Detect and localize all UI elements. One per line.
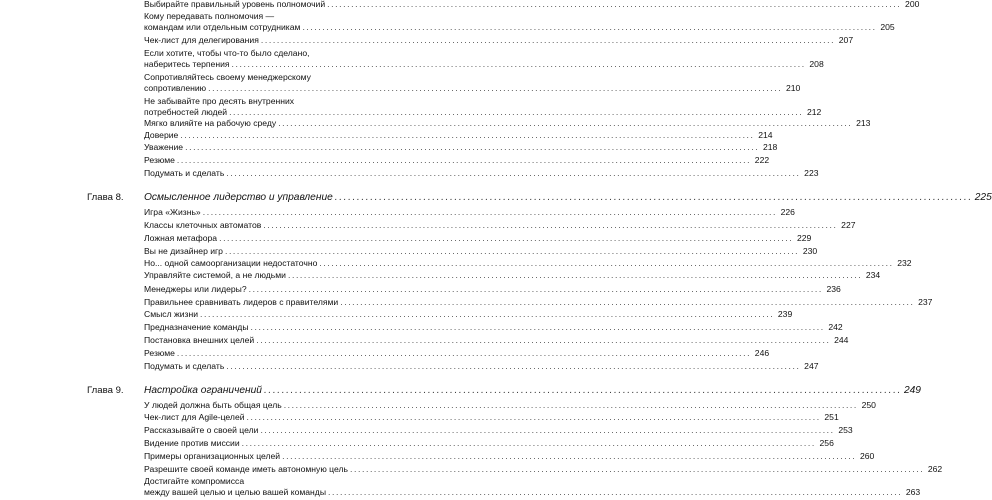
toc-entry: [144, 35, 854, 46]
dot-leader: ................................................................................................................................................: [282, 451, 857, 461]
toc-entry-page: 250: [861, 400, 876, 410]
toc-entry-page: 253: [838, 425, 853, 435]
dot-leader: ................................................................................................................................................: [241, 438, 816, 448]
toc-entry: [144, 270, 881, 281]
toc-entry-title: наберитесь терпения: [144, 58, 230, 69]
toc-entry: [144, 155, 770, 166]
toc-entry: [144, 96, 822, 117]
toc-entry-title: Разрешите своей команде иметь автономную цель: [144, 464, 348, 474]
dot-leader: ................................................................................................................................................: [287, 270, 863, 280]
toc-entry: [144, 309, 793, 320]
dot-leader: ................................................................................................................................................: [250, 322, 825, 332]
toc-entry-title-line1: Кому передавать полномочия —: [144, 11, 275, 21]
toc-entry: [144, 348, 770, 359]
toc-entry-title: между вашей целью и целью вашей команды: [144, 486, 326, 497]
toc-entry: [144, 464, 943, 475]
toc-entry-page: 225: [974, 192, 992, 203]
toc-entry: [144, 335, 849, 346]
toc-entry-title: Видение против миссии: [144, 438, 240, 448]
toc-entry: [144, 451, 875, 462]
dot-leader: ................................................................................................................................................: [327, 0, 902, 9]
dot-leader: ................................................................................................................................................: [208, 82, 783, 93]
chapter-title: Осмысленное лидерство и управление: [144, 192, 333, 203]
toc-entry-page: 229: [796, 233, 812, 243]
toc-entry-title: Рассказывайте о своей цели: [144, 425, 259, 435]
toc-entry-title: Игра «Жизнь»: [144, 207, 201, 217]
toc-entry-page: 226: [780, 207, 795, 217]
toc-entry-title: У людей должна быть общая цель: [144, 400, 282, 410]
toc-entry: [144, 72, 801, 93]
toc-entry: [144, 11, 895, 32]
toc-entry-title-line1: Не забывайте про десять внутренних: [144, 96, 295, 106]
toc-entry-page: 230: [802, 246, 818, 256]
toc-entry-title: Ложная метафора: [144, 233, 218, 243]
toc-entry: [144, 0, 920, 10]
chapter-title: Настройка ограничений: [144, 385, 262, 396]
toc-entry-title: Мягко влияйте на рабочую среду: [144, 118, 277, 128]
toc-entry-page: 207: [838, 35, 854, 45]
toc-entry-page: 234: [865, 270, 881, 280]
toc-entry-page: 208: [809, 58, 824, 69]
toc-entry-title: Правильнее сравнивать лидеров с правителями: [144, 297, 339, 307]
toc-entry: [144, 476, 921, 497]
toc-entry-page: 205: [880, 21, 895, 32]
toc-entry-title: Вы не дизайнер игр: [144, 246, 223, 256]
toc-entry-page: 232: [897, 258, 912, 268]
toc-entry-page: 227: [841, 220, 856, 230]
toc-entry-page: 262: [927, 464, 943, 474]
dot-leader: ................................................................................................................................................: [263, 385, 902, 396]
toc-entry-title: Управляйте системой, а не людьми: [144, 270, 286, 280]
toc-entry-page: 223: [804, 168, 819, 178]
toc-entry: [144, 118, 871, 129]
toc-entry-page: 212: [806, 106, 822, 117]
toc-entry-title: Постановка внешних целей: [144, 335, 255, 345]
dot-leader: ................................................................................................................................................: [202, 207, 777, 217]
toc-entry-page: 260: [859, 451, 875, 461]
dot-leader: ................................................................................................................................................: [256, 335, 831, 345]
dot-leader: ................................................................................................................................................: [224, 246, 800, 256]
toc-entry-title: Резюме: [144, 348, 175, 358]
toc-entry-title: Выбирайте правильный уровень полномочий: [144, 0, 326, 9]
toc-entry-title: Классы клеточных автоматов: [144, 220, 262, 230]
dot-leader: ................................................................................................................................................: [248, 284, 823, 294]
toc-entry-title: Подумать и сделать: [144, 168, 225, 178]
toc-entry-page: 214: [758, 130, 773, 140]
toc-entry-page: 247: [804, 361, 819, 371]
toc-entry-page: 244: [834, 335, 849, 345]
toc-entry-title: Доверие: [144, 130, 179, 140]
toc-entry-page: 256: [819, 438, 834, 448]
dot-leader: ................................................................................................................................................: [319, 258, 894, 268]
toc-entry-page: 246: [754, 348, 770, 358]
toc-entry-page: 210: [785, 82, 801, 93]
toc-entry: [144, 48, 824, 69]
toc-entry-title: Предназначение команды: [144, 322, 249, 332]
toc-entry-title-line1: Достигайте компромисса: [144, 476, 245, 486]
dot-leader: ................................................................................................................................................: [283, 400, 858, 410]
toc-entry-page: 200: [905, 0, 920, 9]
toc-entry-page: 218: [762, 142, 778, 152]
toc-entry: [144, 130, 773, 141]
dot-leader: ................................................................................................................................................: [231, 58, 806, 69]
toc-entry-page: 242: [828, 322, 843, 332]
dot-leader: ................................................................................................................................................: [260, 35, 836, 45]
toc-entry-page: 263: [905, 486, 921, 497]
toc-entry: [144, 207, 795, 218]
toc-entry-title: Примеры организационных целей: [144, 451, 281, 461]
toc-entry-page: 237: [918, 297, 933, 307]
toc-entry: [144, 168, 819, 179]
toc-entry: [144, 425, 853, 436]
dot-leader: ................................................................................................................................................: [246, 412, 821, 422]
toc-entry: [144, 412, 839, 423]
toc-entry-page: 239: [777, 309, 793, 319]
toc-entry-page: 249: [903, 385, 921, 396]
toc-entry-title: Смысл жизни: [144, 309, 199, 319]
dot-leader: ................................................................................................................................................: [176, 155, 752, 165]
dot-leader: ................................................................................................................................................: [302, 21, 877, 32]
dot-leader: ................................................................................................................................................: [328, 486, 903, 497]
dot-leader: ................................................................................................................................................: [263, 220, 838, 230]
toc-entry: [144, 361, 819, 372]
dot-leader: ................................................................................................................................................: [350, 464, 925, 474]
dot-leader: ................................................................................................................................................: [340, 297, 915, 307]
dot-leader: ................................................................................................................................................: [278, 118, 853, 128]
toc-entry-title-line1: Сопротивляйтесь своему менеджерскому: [144, 72, 311, 82]
dot-leader: ................................................................................................................................................: [180, 130, 755, 140]
toc-entry-page: 222: [754, 155, 770, 165]
toc-entry-title: Уважение: [144, 142, 184, 152]
toc-entry-title: Чек-лист для делегирования: [144, 35, 259, 45]
dot-leader: ................................................................................................................................................: [229, 106, 804, 117]
dot-leader: ................................................................................................................................................: [226, 361, 801, 371]
toc-entry-title: Резюме: [144, 155, 175, 165]
chapter-label: Глава 8.: [87, 192, 124, 203]
toc-entry-page: 236: [826, 284, 841, 294]
dot-leader: ................................................................................................................................................: [334, 192, 973, 203]
dot-leader: ................................................................................................................................................: [185, 142, 760, 152]
toc-entry-title: Но... одной самоорганизации недостаточно: [144, 258, 318, 268]
toc-entry: [144, 438, 834, 449]
chapter-label: Глава 9.: [87, 385, 124, 396]
toc-entry: [144, 233, 812, 244]
toc-entry-page: 251: [824, 412, 839, 422]
toc-entry: [144, 297, 933, 308]
toc-entry-title-line1: Если хотите, чтобы что-то было сделано,: [144, 48, 310, 58]
dot-leader: ................................................................................................................................................: [226, 168, 801, 178]
dot-leader: ................................................................................................................................................: [219, 233, 794, 243]
toc-entry-title: командам или отдельным сотрудникам: [144, 21, 301, 32]
dot-leader: ................................................................................................................................................: [200, 309, 775, 319]
toc-entry-title: Чек-лист для Agile-целей: [144, 412, 245, 422]
toc-entry: [144, 246, 818, 257]
toc-entry: [144, 284, 841, 295]
toc-chapter-entry: [144, 385, 921, 397]
toc-entry-title: Менеджеры или лидеры?: [144, 284, 247, 294]
toc-entry-page: 213: [856, 118, 871, 128]
toc-entry: [144, 220, 856, 231]
toc-chapter-entry: [144, 192, 992, 204]
toc-entry-title: потребностей людей: [144, 106, 228, 117]
toc-entry: [144, 400, 876, 411]
toc-entry-title: сопротивлению: [144, 82, 207, 93]
toc-entry: [144, 142, 778, 153]
toc-entry: [144, 322, 843, 333]
dot-leader: ................................................................................................................................................: [260, 425, 835, 435]
toc-entry-title: Подумать и сделать: [144, 361, 225, 371]
toc-entry: [144, 258, 912, 269]
dot-leader: ................................................................................................................................................: [176, 348, 752, 358]
